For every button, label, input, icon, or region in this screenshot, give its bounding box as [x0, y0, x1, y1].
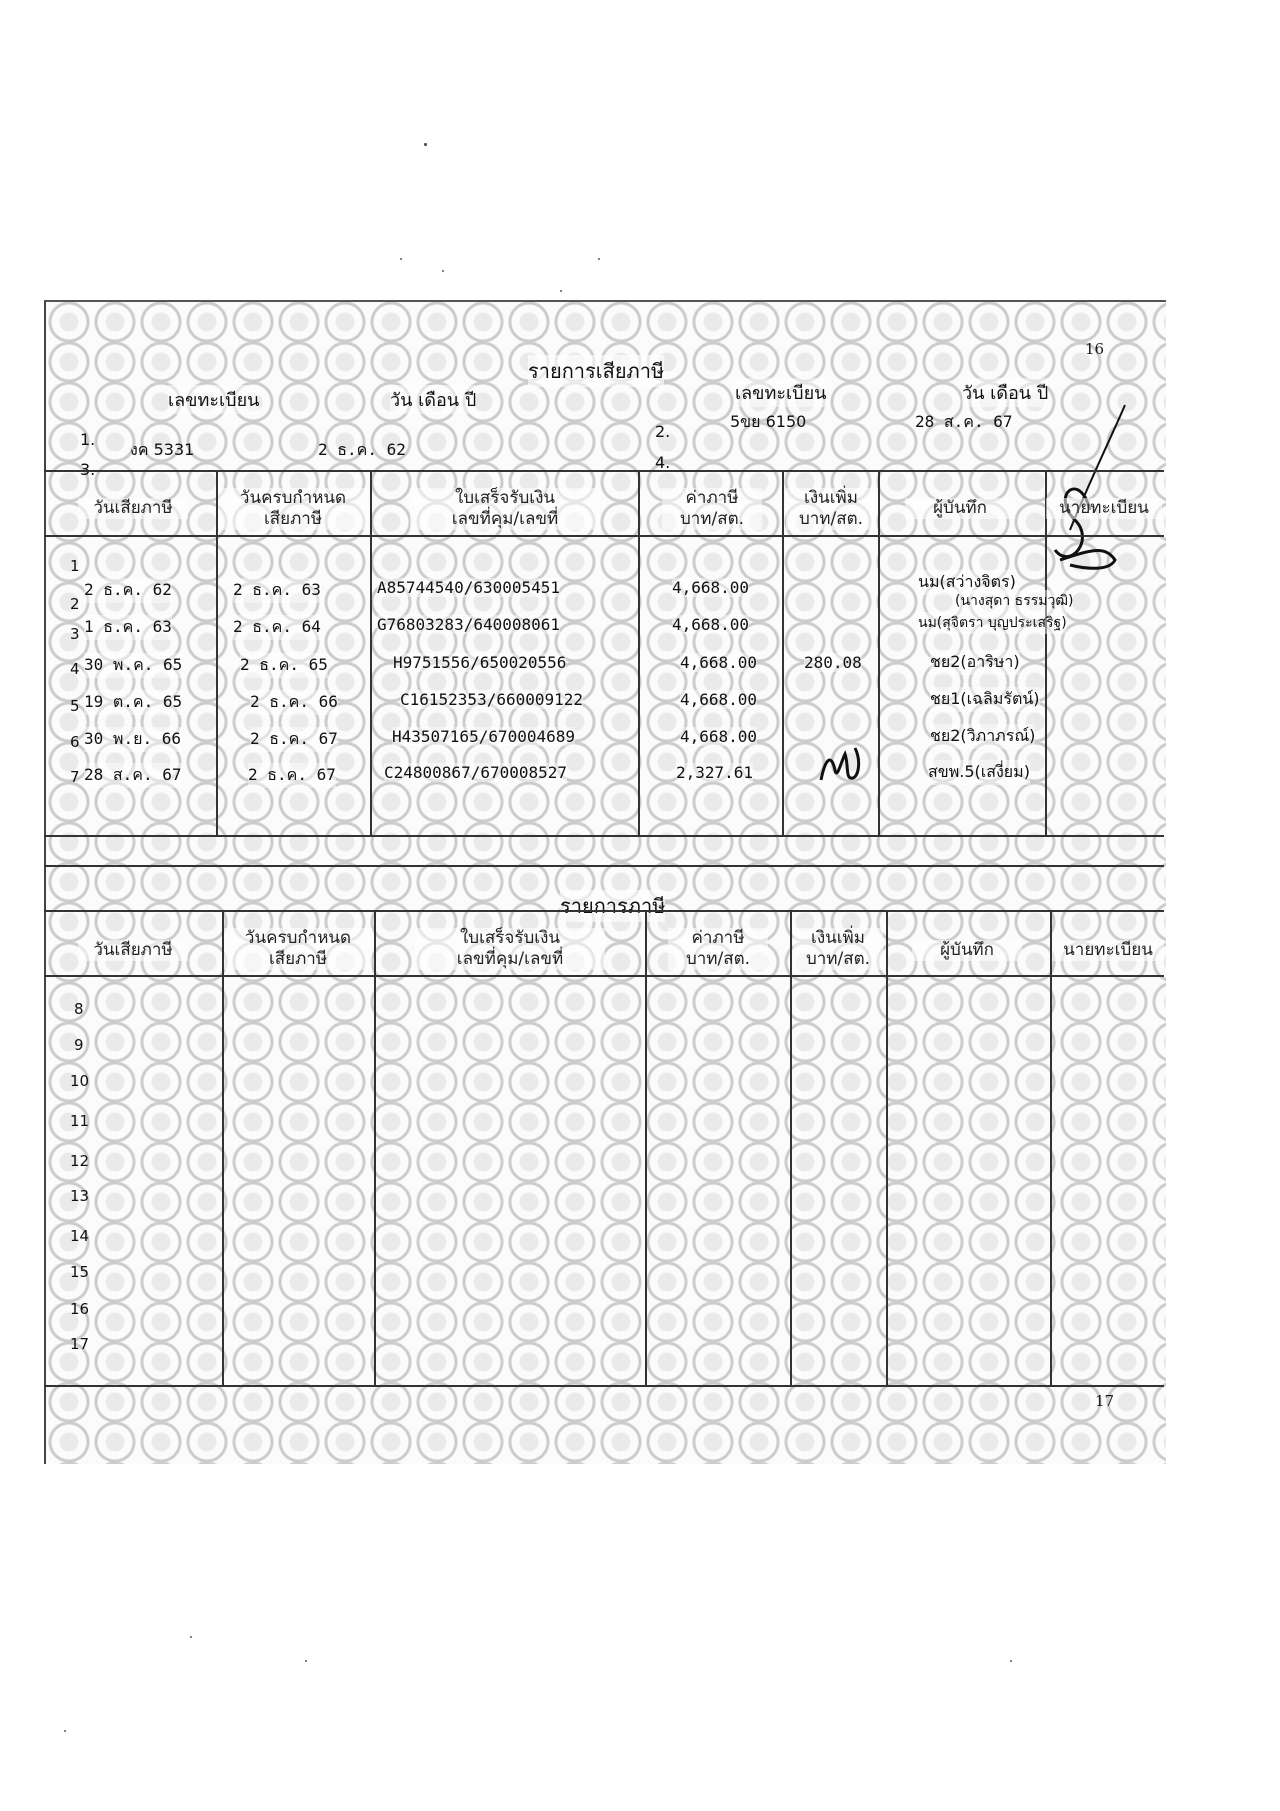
row-number: 7	[70, 768, 80, 786]
slot-registration: งค 5331	[130, 440, 195, 459]
tax-cell: 2,327.61	[676, 763, 754, 782]
row-number: 12	[70, 1152, 90, 1170]
slot-date: 2 ธ.ค. 62	[318, 440, 406, 459]
form-title: รายการเสียภาษี	[528, 355, 664, 387]
row-number: 8	[74, 1000, 84, 1018]
section-divider	[44, 865, 1164, 867]
row-number: 9	[74, 1036, 84, 1054]
s2-col-header-receipt	[415, 928, 605, 970]
receipt-cell: C16152353/660009122	[400, 690, 584, 709]
col-header-surcharge	[786, 488, 876, 530]
header-divider	[44, 470, 1164, 472]
col-header-due-date-line2: เสียภาษี	[263, 509, 323, 529]
scan-speck	[64, 1730, 66, 1732]
slot-registration: 5ขย 6150	[730, 412, 807, 431]
section2-bottom-divider	[44, 1385, 1164, 1387]
col-header-surcharge-line2: บาท/สต.	[798, 509, 864, 529]
row-number: 2	[70, 595, 80, 613]
tax-cell: 4,668.00	[680, 690, 758, 709]
pay-date-cell: 30 พ.ย. 66	[84, 727, 181, 752]
slot-number: 4.	[655, 453, 671, 472]
col-header-surcharge-line1: เงินเพิ่ม	[804, 488, 858, 508]
recorder-cell: นม(สว่างจิตร)	[918, 570, 1016, 595]
col-header-receipt-line1: ใบเสร็จรับเงิน	[454, 488, 556, 508]
scan-speck	[424, 143, 427, 146]
pay-date-cell: 19 ต.ค. 65	[84, 690, 182, 715]
s2-col-header-tax	[668, 928, 768, 970]
column-header-divider	[44, 535, 1164, 537]
slot-number: 3.	[80, 460, 96, 479]
col-divider	[886, 910, 888, 1385]
tax-cell: 4,668.00	[672, 615, 750, 634]
reg-label-right: เลขทะเบียน	[735, 378, 826, 407]
col-header-registrar: นายทะเบียน	[1046, 498, 1162, 519]
row-number: 1	[70, 557, 80, 575]
col-divider	[790, 910, 792, 1385]
scan-speck	[400, 258, 402, 260]
date-label-left: วัน เดือน ปี	[390, 385, 476, 414]
col-divider	[222, 910, 224, 1385]
receipt-cell: G76803283/640008061	[377, 615, 561, 634]
due-date-cell: 2 ธ.ค. 64	[233, 615, 321, 640]
s2-col-header-recorder: ผู้บันทึก	[912, 940, 1022, 961]
row-number: 14	[70, 1227, 90, 1245]
due-date-cell: 2 ธ.ค. 67	[250, 727, 338, 752]
col-divider	[782, 470, 784, 835]
tax-cell: 4,668.00	[672, 578, 750, 597]
pay-date-cell: 30 พ.ค. 65	[84, 653, 182, 678]
slot-number: 1.	[80, 430, 96, 449]
row-number: 16	[70, 1300, 90, 1318]
section2-title: รายการภาษี	[560, 890, 665, 922]
slot-date: 28 ส.ค. 67	[915, 412, 1013, 431]
receipt-cell: C24800867/670008527	[384, 763, 568, 782]
pay-date-cell: 1 ธ.ค. 63	[84, 615, 172, 640]
due-date-cell: 2 ธ.ค. 66	[250, 690, 338, 715]
receipt-cell: H43507165/670004689	[392, 727, 576, 746]
col-divider	[1045, 470, 1047, 835]
s2-col-header-surcharge-line2: บาท/สต.	[805, 949, 871, 969]
recorder-cell: ชย2(อาริษา)	[930, 650, 1020, 675]
scan-speck	[598, 258, 600, 260]
row-number: 6	[70, 733, 80, 751]
recorder-cell: ชย1(เฉลิมรัตน์)	[930, 687, 1040, 712]
section2-header-divider	[44, 975, 1164, 977]
col-header-due-date	[218, 488, 368, 530]
scan-speck	[305, 1660, 307, 1662]
s2-col-header-registrar: นายทะเบียน	[1052, 940, 1164, 961]
due-date-cell: 2 ธ.ค. 65	[240, 653, 328, 678]
recorder-note: (นางสุดา ธรรมวุฒิ)	[955, 590, 1073, 612]
col-divider	[374, 910, 376, 1385]
s2-col-header-pay-date: วันเสียภาษี	[78, 940, 188, 961]
s2-col-header-due-date-line1: วันครบกำหนด	[244, 928, 352, 948]
col-header-tax-line2: บาท/สต.	[679, 509, 745, 529]
receipt-cell: A85744540/630005451	[377, 578, 561, 597]
scan-speck	[190, 1636, 192, 1638]
row-number: 5	[70, 697, 80, 715]
row-number: 10	[70, 1072, 90, 1090]
col-header-receipt-line2: เลขที่คุม/เลขที่	[451, 509, 559, 529]
tax-cell: 4,668.00	[680, 653, 758, 672]
col-divider	[878, 470, 880, 835]
scan-speck	[442, 270, 444, 272]
s2-col-header-receipt-line1: ใบเสร็จรับเงิน	[459, 928, 561, 948]
col-header-due-date-line1: วันครบกำหนด	[239, 488, 347, 508]
recorder-cell: นม(สุจิตรา บุญประเสริฐ)	[918, 612, 1067, 634]
handwritten-initials	[815, 740, 867, 786]
page-number-top: 16	[1085, 340, 1105, 358]
col-divider	[1050, 910, 1052, 1385]
s2-col-header-receipt-line2: เลขที่คุม/เลขที่	[456, 949, 564, 969]
receipt-cell: H9751556/650020556	[393, 653, 567, 672]
s2-col-header-tax-line1: ค่าภาษี	[691, 928, 745, 948]
pay-date-cell: 28 ส.ค. 67	[84, 763, 182, 788]
due-date-cell: 2 ธ.ค. 67	[248, 763, 336, 788]
page-number-bottom: 17	[1095, 1392, 1115, 1410]
row-number: 3	[70, 625, 80, 643]
col-divider	[638, 470, 640, 835]
tax-record-form	[44, 300, 1166, 1464]
pay-date-cell: 2 ธ.ค. 62	[84, 578, 172, 603]
row-number: 15	[70, 1263, 90, 1281]
due-date-cell: 2 ธ.ค. 63	[233, 578, 321, 603]
s2-col-header-surcharge	[793, 928, 883, 970]
row-number: 11	[70, 1112, 90, 1130]
recorder-cell: สขพ.5(เสงี่ยม)	[928, 760, 1030, 785]
col-header-tax-line1: ค่าภาษี	[685, 488, 739, 508]
slot-number: 2.	[655, 422, 671, 441]
col-header-pay-date: วันเสียภาษี	[78, 498, 188, 519]
tax-cell: 4,668.00	[680, 727, 758, 746]
col-header-receipt	[410, 488, 600, 530]
row-number: 17	[70, 1335, 90, 1353]
col-header-tax	[662, 488, 762, 530]
s2-col-header-tax-line2: บาท/สต.	[685, 949, 751, 969]
col-header-recorder: ผู้บันทึก	[905, 498, 1015, 519]
date-label-right: วัน เดือน ปี	[962, 378, 1048, 407]
s2-col-header-due-date-line2: เสียภาษี	[268, 949, 328, 969]
scan-speck	[560, 290, 562, 292]
surcharge-cell: 280.08	[804, 653, 862, 672]
scan-speck	[1010, 1660, 1012, 1662]
row-number: 4	[70, 660, 80, 678]
col-divider	[645, 910, 647, 1385]
s2-col-header-due-date	[224, 928, 372, 970]
recorder-cell: ชย2(วิภาภรณ์)	[930, 724, 1035, 749]
s2-col-header-surcharge-line1: เงินเพิ่ม	[811, 928, 865, 948]
section2-top-divider	[44, 910, 1164, 912]
reg-label-left: เลขทะเบียน	[168, 385, 259, 414]
col-divider	[370, 470, 372, 835]
row-number: 13	[70, 1187, 90, 1205]
section-divider	[44, 835, 1164, 837]
